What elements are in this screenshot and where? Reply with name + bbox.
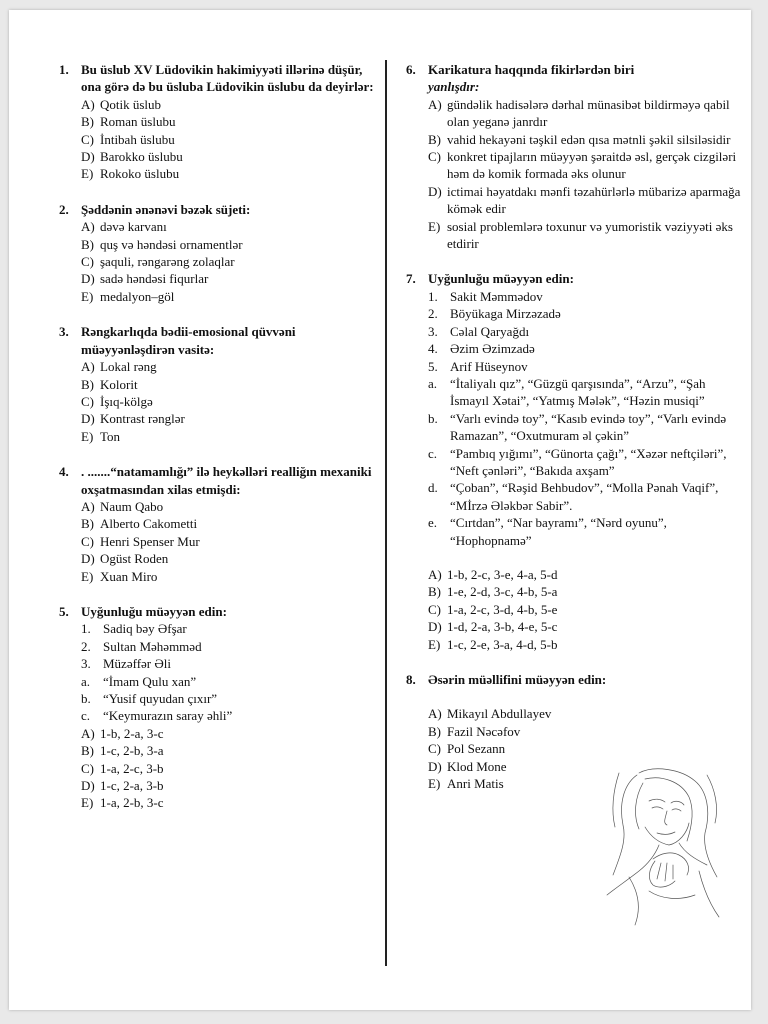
option-c[interactable]: C) konkret tipajların müəyyən şəraitdə əsl, gerçək cizgiləri həm də komik formada əks olunur	[428, 149, 737, 182]
match-item-3: 3. Cəlal Qaryağdı	[428, 323, 530, 339]
match-item-a: a. “İtaliyalı qız”, “Güzgü qarşısında”, “Arzu”, “Şah İsmayıl Xətai”, “Yatmış Mələk”, “Həzin musiqi”	[428, 375, 706, 409]
question-7	[406, 270, 746, 653]
option-a[interactable]: A) gündəlik hadisələrə dərhal münasibət bildirməyə qabil olan yeganə janrdır	[428, 96, 730, 130]
question-6	[406, 61, 746, 252]
question-5	[59, 603, 379, 812]
option-c[interactable]: C) İşıq-kölgə	[81, 393, 153, 409]
option-e[interactable]: E) 1-a, 2-b, 3-c	[81, 795, 164, 811]
option-b[interactable]: B) Fazil Nəcəfov	[428, 723, 521, 739]
right-column	[406, 61, 746, 810]
column-divider	[385, 60, 387, 966]
option-b[interactable]: B) Roman üslubu	[81, 114, 176, 130]
question-text: Şəddənin ənənəvi bəzək süjeti:	[81, 201, 251, 217]
option-e[interactable]: E) Xuan Miro	[81, 568, 158, 584]
option-b[interactable]: B) quş və həndəsi ornamentlər	[81, 236, 243, 252]
option-e[interactable]: E) 1-c, 2-e, 3-a, 4-d, 5-b	[428, 636, 558, 652]
question-1	[59, 61, 379, 183]
option-b[interactable]: B) 1-e, 2-d, 3-c, 4-b, 5-a	[428, 584, 558, 600]
option-a[interactable]: A) 1-b, 2-c, 3-e, 4-a, 5-d	[428, 566, 558, 582]
question-4	[59, 463, 379, 585]
option-b[interactable]: B) Alberto Cakometti	[81, 516, 198, 532]
option-b[interactable]: B) Kolorit	[81, 376, 138, 392]
exam-page	[9, 10, 751, 1010]
option-d[interactable]: D) ictimai həyatdakı mənfi təzahürlərlə mübarizə aparmağa kömək edir	[428, 183, 741, 217]
left-column	[59, 61, 379, 830]
question-text: Uyğunluğu müəyyən edin:	[81, 603, 227, 619]
option-a[interactable]: A) Naum Qabo	[81, 498, 164, 514]
match-item-d: d. “Çoban”, “Rəşid Behbudov”, “Molla Pənah Vaqif”, “Mİrzə Ələkbər Sabir”.	[428, 480, 719, 513]
match-item-3: 3. Müzəffər Əli	[81, 656, 171, 672]
question-number: 3.	[59, 324, 69, 340]
question-3	[59, 323, 379, 445]
match-item-4: 4. Əzim Əzimzadə	[428, 341, 535, 357]
match-item-1: 1. Sadiq bəy Əfşar	[81, 621, 187, 637]
question-text: Əsərin müəllifini müəyyən edin:	[428, 672, 607, 687]
option-e[interactable]: E) Ton	[81, 428, 121, 444]
option-a[interactable]: A) Lokal rəng	[81, 359, 157, 375]
question-text: Rəngkarlıqda bədii-emosional qüvvəni müəyyənləşdirən vasitə:	[81, 324, 296, 357]
option-a[interactable]: A) 1-b, 2-a, 3-c	[81, 725, 164, 741]
option-a[interactable]: A) dəvə karvanı	[81, 219, 167, 235]
match-item-b: b. “Yusif quyudan çıxır”	[81, 691, 218, 706]
option-c[interactable]: C) şaquli, rəngarəng zolaqlar	[81, 254, 235, 270]
question-text: . .......“natamamlığı” ilə heykəlləri realliğın mexaniki oxşatmasından xilas etmişdi:	[81, 464, 372, 497]
option-c[interactable]: C) Pol Sezann	[428, 741, 506, 757]
match-item-b: b. “Varlı evində toy”, “Kasıb evində toy”, “Varlı evində Ramazan”, “Oxutmuram əl çəkin”	[428, 410, 727, 444]
option-d[interactable]: D) 1-d, 2-a, 3-b, 4-e, 5-c	[428, 619, 558, 635]
question-number: 1.	[59, 62, 69, 77]
option-e[interactable]: E) Anri Matis	[428, 776, 504, 792]
option-e[interactable]: E) sosial problemlərə toxunur və yumoristik vəziyyəti əks etdirir	[428, 218, 733, 252]
match-item-e: e. “Cırtdan”, “Nar bayramı”, “Nərd oyunu”, “Hophopnamə”	[428, 515, 667, 548]
artwork-sketch-image	[599, 767, 727, 929]
match-item-a: a. “İmam Qulu xan”	[81, 673, 197, 689]
option-d[interactable]: D) Klod Mone	[428, 758, 507, 774]
match-item-5: 5. Arif Hüseynov	[428, 358, 528, 374]
option-e[interactable]: E) Rokoko üslubu	[81, 166, 180, 182]
option-d[interactable]: D) Kontrast rənglər	[81, 411, 185, 427]
question-emphasis: yanlışdır:	[428, 79, 480, 95]
match-item-2: 2. Böyükaga Mirzəzadə	[428, 306, 561, 322]
question-number: 8.	[406, 672, 416, 687]
question-number: 4.	[59, 464, 69, 480]
option-b[interactable]: B) 1-c, 2-b, 3-a	[81, 743, 164, 759]
option-c[interactable]: C) 1-a, 2-c, 3-d, 4-b, 5-e	[428, 601, 558, 617]
option-a[interactable]: A) Qotik üslub	[81, 96, 162, 112]
question-number: 6.	[406, 62, 416, 77]
match-item-2: 2. Sultan Məhəmməd	[81, 638, 202, 654]
option-d[interactable]: D) 1-c, 2-a, 3-b	[81, 778, 164, 794]
option-c[interactable]: C) 1-a, 2-c, 3-b	[81, 760, 164, 776]
match-item-c: c. “Keymurazın saray əhli”	[81, 708, 233, 724]
option-c[interactable]: C) Henri Spenser Mur	[81, 533, 200, 549]
question-text: Bu üslub XV Lüdovikin hakimiyyəti illərinə düşür, ona görə də bu üsluba Lüdovikin üslubu da deyirlər:	[81, 62, 374, 95]
option-b[interactable]: B) vahid hekayəni təşkil edən qısa mətnli şəkil silsiləsidir	[428, 131, 731, 147]
option-c[interactable]: C) İntibah üslubu	[81, 131, 175, 147]
option-d[interactable]: D) Barokko üslubu	[81, 149, 183, 165]
option-d[interactable]: D) sadə həndəsi fiqurlar	[81, 271, 209, 287]
option-a[interactable]: A) Mikayıl Abdullayev	[428, 706, 552, 722]
option-e[interactable]: E) medalyon–göl	[81, 288, 175, 304]
question-number: 2.	[59, 201, 69, 217]
match-item-1: 1. Sakit Məmmədov	[428, 288, 543, 304]
question-2	[59, 201, 379, 305]
option-d[interactable]: D) Ogüst Roden	[81, 551, 169, 567]
question-text: Uyğunluğu müəyyən edin:	[428, 271, 574, 287]
question-number: 5.	[59, 603, 69, 619]
question-text: Karikatura haqqında fikirlərdən biri	[428, 62, 635, 77]
match-item-c: c. “Pambıq yığımı”, “Günorta çağı”, “Xəzər neftçiləri”, “Neft çənləri”, “Bakıda axşam”	[428, 445, 727, 478]
question-number: 7.	[406, 271, 416, 287]
